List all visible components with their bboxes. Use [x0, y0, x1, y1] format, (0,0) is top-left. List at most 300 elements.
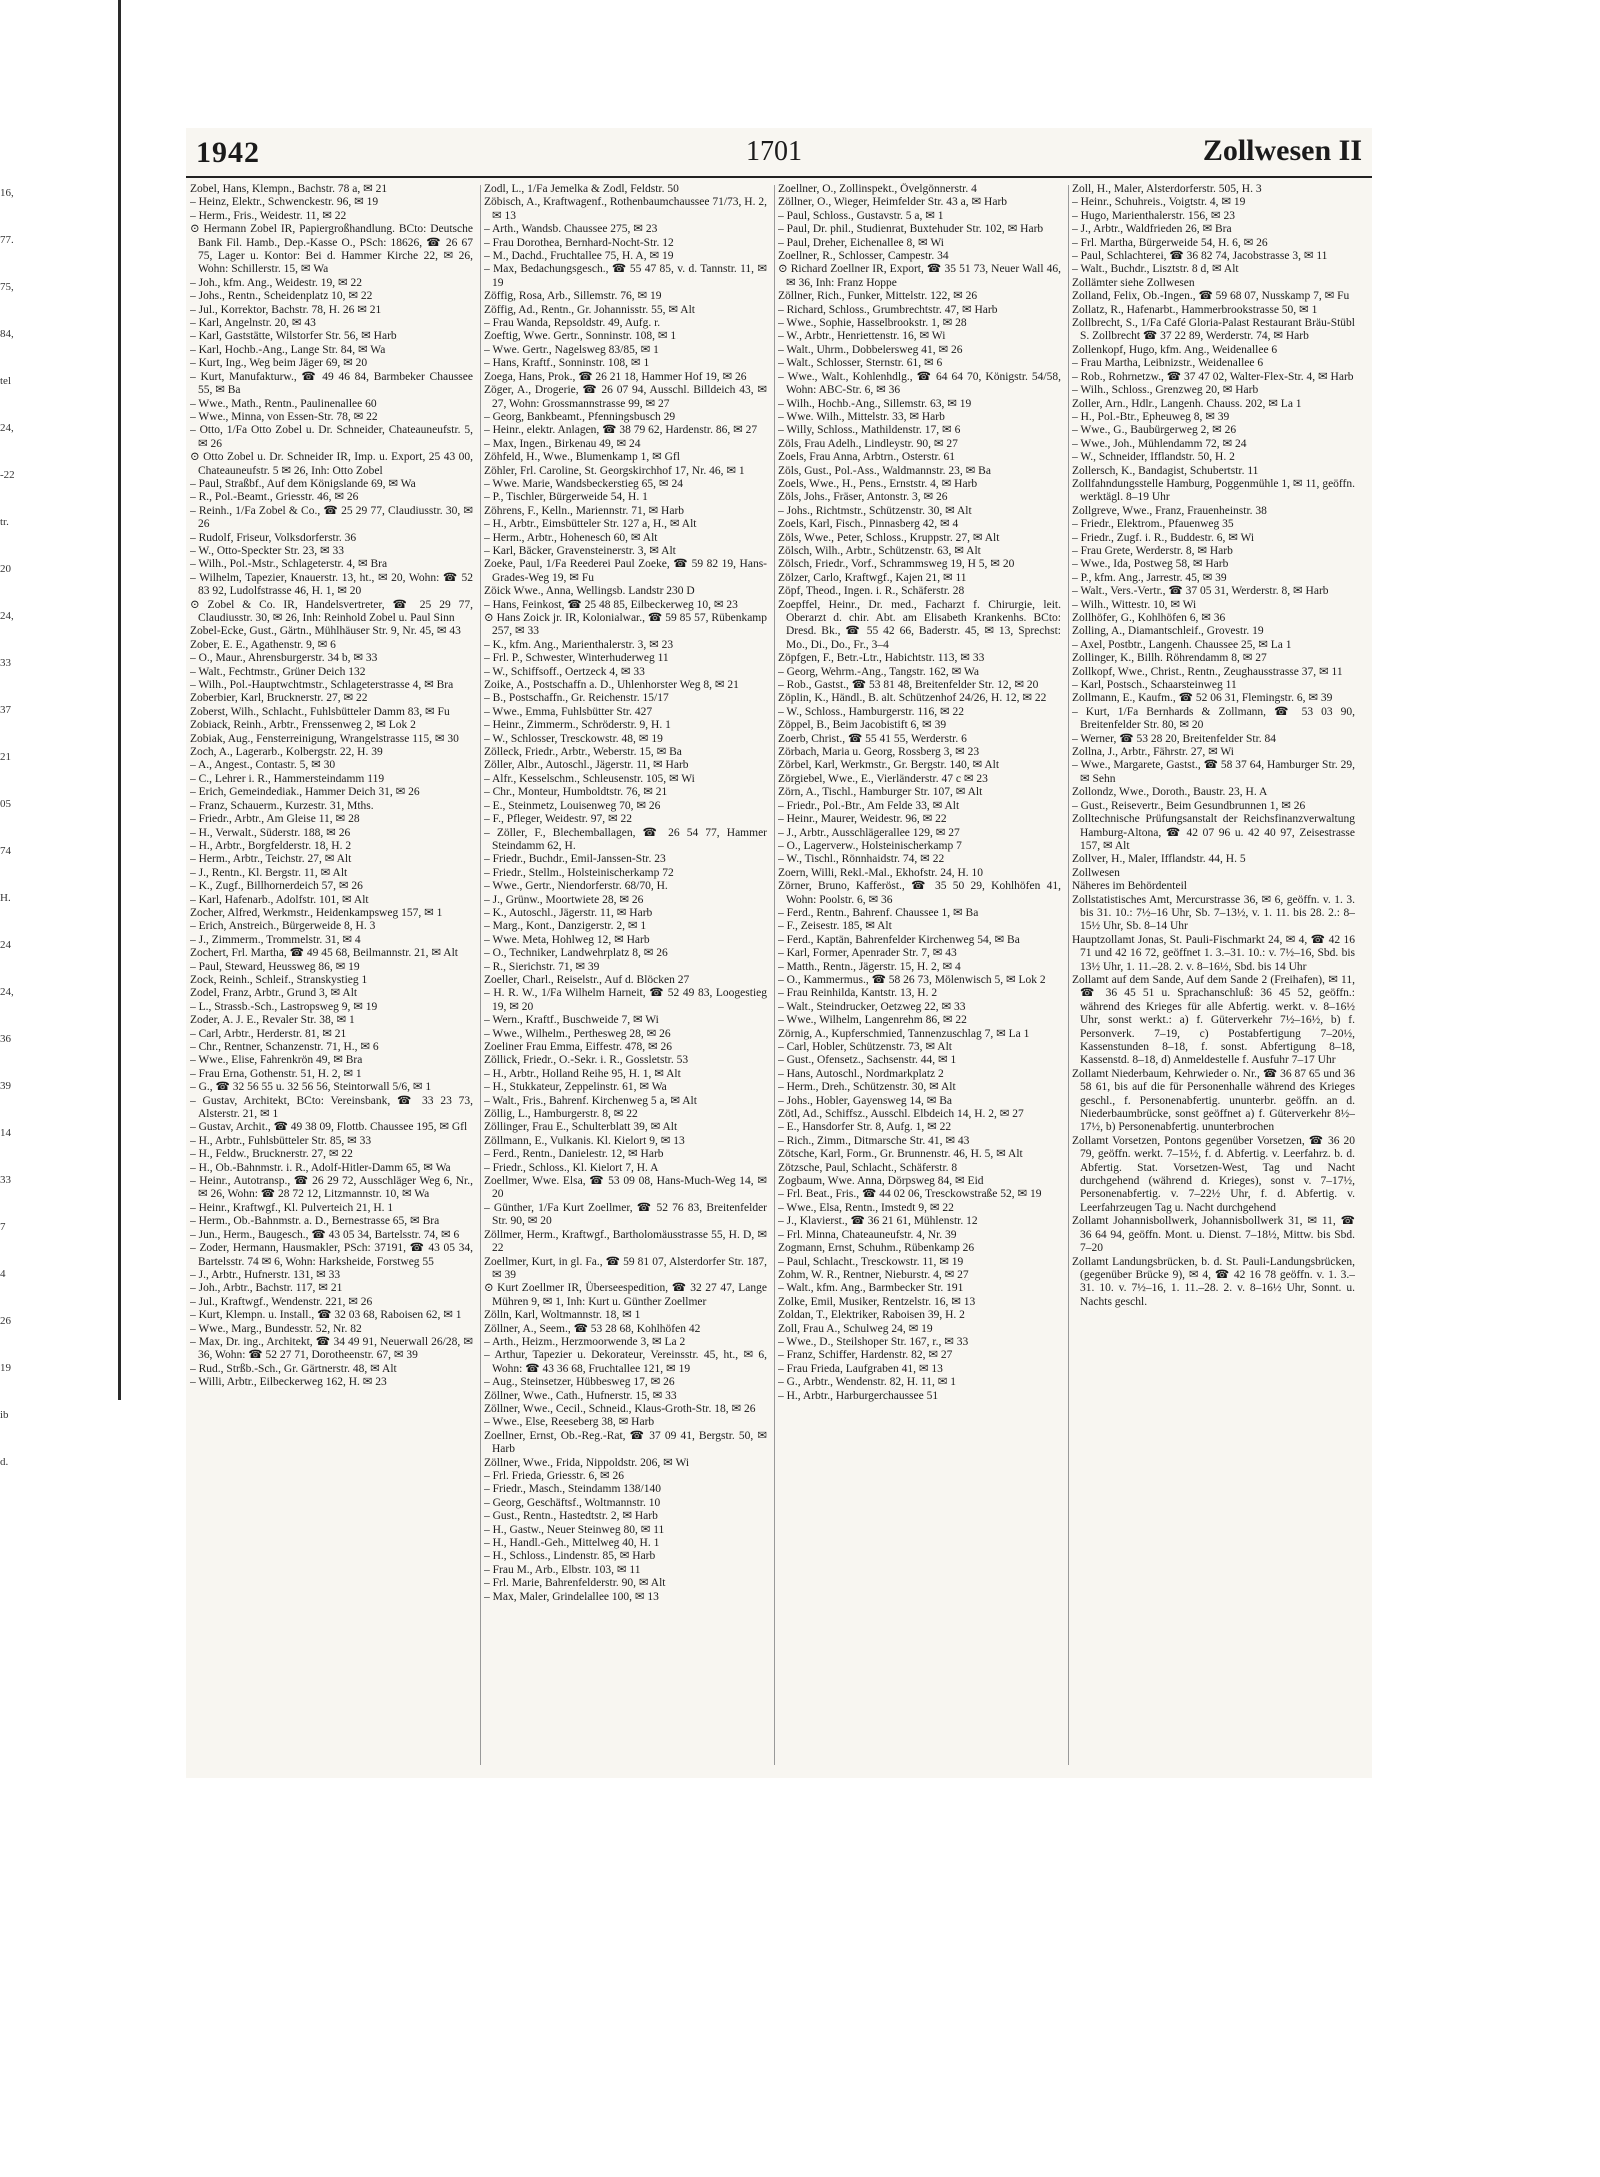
- adjacent-page-fragment: 05: [0, 798, 11, 810]
- directory-entry: – Wwe., Joh., Mühlendamm 72, ✉ 24: [1072, 437, 1247, 450]
- directory-entry: Zöllner, Rich., Funker, Mittelstr. 122, ✉ 26: [778, 290, 978, 303]
- directory-entry: – Frau Martha, Leibnizstr., Weidenallee 6: [1072, 357, 1264, 370]
- directory-entry: – Arthur, Tapezier u. Dekorateur, Vereinsstr. 45, ht., ✉ 6, Wohn: ☎ 43 36 68, Fruchtallee 121, ✉ 19: [484, 1349, 767, 1375]
- directory-entry: Zoller, Arn., Hdlr., Langenh. Chauss. 202, ✉ La 1: [1072, 397, 1302, 410]
- header-year: 1942: [196, 136, 260, 169]
- directory-entry: – H., Schloss., Lindenstr. 85, ✉ Harb: [484, 1550, 656, 1563]
- directory-entry: – Johs., Hobler, Gayensweg 14, ✉ Ba: [778, 1094, 952, 1107]
- directory-entry: Zoder, A. J. E., Revaler Str. 38, ✉ 1: [190, 1014, 355, 1027]
- directory-entry: – Hans, Kraftf., Sonninstr. 108, ✉ 1: [484, 357, 650, 370]
- directory-entry: – E., Hansdorfer Str. 8, Aufg. 1, ✉ 22: [778, 1121, 952, 1134]
- directory-entry: – Walt., Schlosser, Sternstr. 61, ✉ 6: [778, 357, 943, 370]
- directory-entry: – Matth., Rentn., Jägerstr. 15, H. 2, ✉ 4: [778, 960, 961, 973]
- adjacent-page-fragment: 14: [0, 1127, 11, 1139]
- directory-entry: Zöpf, Theod., Ingen. i. R., Schäferstr. 28: [778, 585, 965, 598]
- directory-entry: Zollatz, R., Hafenarbt., Hammerbrookstrasse 50, ✉ 1: [1072, 303, 1318, 316]
- directory-entry: – Wwe. Meta, Hohlweg 12, ✉ Harb: [484, 933, 650, 946]
- directory-entry: Zöffig, Ad., Rentn., Gr. Johannisstr. 55, ✉ Alt: [484, 303, 695, 316]
- directory-entry: Zollbrecht, S., 1/Fa Café Gloria-Palast Restaurant Bräu-Stübl S. Zollbrecht ☎ 37 22 89, Werderstr. 74, ✉ Harb: [1072, 317, 1355, 343]
- directory-entry: – Kurt, 1/Fa Bernhards & Zollmann, ☎ 53 03 90, Breitenfelder Str. 80, ✉ 20: [1072, 705, 1355, 732]
- directory-entry: – J., Rentn., Kl. Bergstr. 11, ✉ Alt: [190, 866, 348, 879]
- adjacent-page-edge: [0, 0, 121, 1468]
- directory-entry: – H., Pol.-Btr., Epheuweg 8, ✉ 39: [1072, 410, 1230, 423]
- directory-entry: – Paul, Straßbf., Auf dem Königslande 69, ✉ Wa: [190, 477, 416, 490]
- adjacent-page-fragment: 33: [0, 1174, 11, 1186]
- directory-entry: Zöffig, Rosa, Arb., Sillemstr. 76, ✉ 19: [484, 290, 662, 303]
- directory-entry: – Günther, 1/Fa Kurt Zoellmer, ☎ 52 76 83, Breitenfelder Str. 90, ✉ 20: [484, 1201, 767, 1228]
- directory-entry: Zobiak, Aug., Fensterreinigung, Wrangelstrasse 115, ✉ 30: [190, 732, 459, 745]
- directory-entry: – J., Arbtr., Hufnerstr. 131, ✉ 33: [190, 1268, 341, 1281]
- directory-entry: Zoellner, Ernst, Ob.-Reg.-Rat, ☎ 37 09 41, Bergstr. 50, ✉ Harb: [484, 1429, 767, 1456]
- directory-entry: – Paul, Dr. phil., Studienrat, Buxtehuder Str. 102, ✉ Harb: [778, 223, 1044, 236]
- adjacent-page-fragment: -22: [0, 469, 15, 481]
- directory-entry: – Wwe., G., Baubürgerweg 2, ✉ 26: [1072, 424, 1237, 437]
- directory-entry: Zöls, Frau Adelh., Lindleystr. 90, ✉ 27: [778, 437, 958, 450]
- directory-entry: – R., Sierichstr. 71, ✉ 39: [484, 960, 600, 973]
- directory-entry: Näheres im Behördenteil: [1072, 880, 1187, 893]
- directory-entry: – Wwe., Elise, Fahrenkrön 49, ✉ Bra: [190, 1054, 363, 1067]
- directory-entry: Zodl, L., 1/Fa Jemelka & Zodl, Feldstr. 50: [484, 183, 679, 195]
- directory-entry: Zöllner, O., Wieger, Heimfelder Str. 43 a, ✉ Harb: [778, 196, 1008, 209]
- directory-entry: Zötsche, Karl, Form., Gr. Brunnenstr. 46, H. 5, ✉ Alt: [778, 1148, 1023, 1161]
- directory-entry: – Wwe., Else, Reeseberg 38, ✉ Harb: [484, 1416, 655, 1429]
- directory-entry: Zodel, Franz, Arbtr., Grund 3, ✉ Alt: [190, 987, 358, 1000]
- directory-entry: – W., Schloss., Hamburgerstr. 116, ✉ 22: [778, 705, 964, 718]
- directory-entry: Zoellmer, Kurt, in gl. Fa., ☎ 59 81 07, Alsterdorfer Str. 187, ✉ 39: [484, 1255, 767, 1281]
- directory-entry: – Wwe. Marie, Wandsbeckerstieg 65, ✉ 24: [484, 477, 683, 490]
- directory-entry: – Karl, Bäcker, Gravensteinerstr. 3, ✉ Alt: [484, 544, 676, 557]
- directory-entry: Zöick Wwe., Anna, Wellingsb. Landstr 230 D: [484, 585, 695, 598]
- adjacent-page-fragment: 4: [0, 1268, 6, 1280]
- directory-entry: – Wilh., Pol.-Mstr., Schlageterstr. 4, ✉ Bra: [190, 558, 388, 571]
- directory-entry: – Rob., Gastst., ☎ 53 81 48, Breitenfelder Str. 12, ✉ 20: [778, 679, 1039, 692]
- directory-entry: Zohm, W. R., Rentner, Nieburstr. 4, ✉ 27: [778, 1268, 969, 1281]
- directory-entry: Zollamt Niederbaum, Kehrwieder o. Nr., ☎ 36 87 65 und 36 58 61, bis auf die für Personenhalle während des Krieges geschl., f. Personenabfertig. ununterbr. geöffn. an d. Niederbaumbrücke, sonst geöffnet a) f. Güterverkehr 8½–17½, b) Personenabfertig. ununterbrochen: [1072, 1067, 1355, 1134]
- directory-entry: Zoike, A., Postschaffn a. D., Uhlenhorster Weg 8, ✉ 21: [484, 679, 739, 692]
- directory-entry: – Wwe., Minna, von Essen-Str. 78, ✉ 22: [190, 410, 378, 423]
- directory-entry: Hauptzollamt Jonas, St. Pauli-Fischmarkt 24, ✉ 4, ☎ 42 16 71 und 42 16 72, geöffnet 1. 3.–31. 10.: v. 7½–16, Sbd. bis 13½ Uhr, 1. 11.–28. 2. v. 8–16½, Sbd. bis 14 Uhr: [1072, 933, 1355, 973]
- directory-entry: Zötl, Ad., Schiffsz., Ausschl. Elbdeich 14, H. 2, ✉ 27: [778, 1108, 1024, 1121]
- directory-entry: Zollhöfer, G., Kohlhöfen 6, ✉ 36: [1072, 612, 1226, 624]
- directory-entry: – Johs., Rentn., Scheidenplatz 10, ✉ 22: [190, 290, 373, 303]
- directory-entry: – Gustav, Architekt, BCto: Vereinsbank, ☎ 33 23 73, Alsterstr. 21, ✉ 1: [190, 1094, 473, 1121]
- directory-entry: – Rich., Zimm., Ditmarsche Str. 41, ✉ 43: [778, 1134, 970, 1147]
- page-header: [186, 128, 1372, 176]
- directory-entry: – O., Kammermus., ☎ 58 26 73, Mölenwisch 5, ✉ Lok 2: [778, 973, 1046, 986]
- directory-entry: – Paul, Schloss., Gustavstr. 5 a, ✉ 1: [778, 209, 944, 222]
- directory-entry: – Frl. Frieda, Griesstr. 6, ✉ 26: [484, 1470, 624, 1482]
- directory-entry: Zocher, Alfred, Werkmstr., Heidenkampsweg 157, ✉ 1: [190, 906, 443, 919]
- directory-entry: – Wwe., D., Steilshoper Str. 167, r., ✉ 33: [778, 1335, 969, 1348]
- directory-entry: – Erich, Gemeindediak., Hammer Deich 31, ✉ 26: [190, 786, 420, 799]
- directory-entry: – Walt., Buchdr., Lisztstr. 8 d, ✉ Alt: [1072, 263, 1239, 276]
- directory-entry: – Georg, Bankbeamt., Pfenningsbusch 29: [484, 410, 676, 423]
- directory-entry: – Herm., Dreh., Schützenstr. 30, ✉ Alt: [778, 1081, 956, 1094]
- directory-entry: Zollmann, E., Kaufm., ☎ 52 06 31, Flemingstr. 6, ✉ 39: [1072, 692, 1333, 705]
- directory-entry: – K., kfm. Ang., Marienthalerstr. 3, ✉ 23: [484, 638, 674, 651]
- directory-entry: – Wilh., Schloss., Grenzweg 20, ✉ Harb: [1072, 384, 1259, 397]
- directory-entry: Zörgiebel, Wwe., E., Vierländerstr. 47 c ✉ 23: [778, 772, 988, 785]
- directory-entry: Zoeftig, Wwe. Gertr., Sonninstr. 108, ✉ 1: [484, 330, 677, 343]
- directory-entry: Zöls, Gust., Pol.-Ass., Waldmannstr. 23, ✉ Ba: [778, 464, 991, 477]
- directory-entry: – O., Maur., Ahrensburgerstr. 34 b, ✉ 33: [190, 652, 378, 665]
- directory-entry: – Wilh., Wittestr. 10, ✉ Wi: [1072, 598, 1197, 611]
- header-page-number: 1701: [746, 136, 802, 167]
- directory-entry: – Johs., Richtmstr., Schützenstr. 30, ✉ Alt: [778, 504, 972, 517]
- header-section: Zollwesen II: [1202, 134, 1362, 167]
- adjacent-page-fragment: 24,: [0, 986, 14, 998]
- directory-entry: Zollamt auf dem Sande, Auf dem Sande 2 (Freihafen), ✉ 11, ☎ 36 45 51 u. Sprachanschluß: 36 45 52, geöffn.: während des Krieges für alle Abfertig. werkt. v. 8–16½ Uhr, sonst werkt.: a) f. Güterverkehr 7½–16½, b) f. Personverk. 7–19, c) Postabfertigung 7–20½, Kassenstunden 8–18, f. sonst. Abfertigung 8–18, Kassenstd. 8–18, d) Anmeldestelle f. Ausfuhr 7–17 Uhr: [1072, 973, 1355, 1067]
- directory-entry: Zoellmer, Wwe. Elsa, ☎ 53 09 08, Hans-Much-Weg 14, ✉ 20: [484, 1175, 767, 1201]
- directory-entry: – Herm., Arbtr., Teichstr. 27, ✉ Alt: [190, 853, 352, 866]
- directory-entry: Zoega, Hans, Prok., ☎ 26 21 18, Hammer Hof 19, ✉ 26: [484, 370, 747, 383]
- adjacent-page-fragment: ib: [0, 1409, 9, 1421]
- directory-entry: Zolke, Emil, Musiker, Rentzelstr. 16, ✉ 13: [778, 1295, 976, 1308]
- directory-entry: Zölleck, Friedr., Arbtr., Weberstr. 15, ✉ Ba: [484, 746, 682, 759]
- directory-entry: – Friedr., Elektrom., Pfauenweg 35: [1072, 518, 1234, 531]
- directory-entry: – Kurt, Manufakturw., ☎ 49 46 84, Barmbeker Chaussee 55, ✉ Ba: [190, 370, 473, 397]
- directory-entry: – Wwe. Gertr., Nagelsweg 83/85, ✉ 1: [484, 343, 659, 356]
- directory-entry: – Erich, Anstreich., Bürgerweide 8, H. 3: [190, 920, 376, 933]
- directory-entry: Zolling, A., Diamantschleif., Grovestr. 19: [1072, 625, 1264, 638]
- directory-entry: Zöllner, Wwe., Cath., Hufnerstr. 15, ✉ 33: [484, 1389, 677, 1402]
- directory-entry: – Frl. Beat., Fris., ☎ 44 02 06, Tresckowstraße 52, ✉ 19: [778, 1188, 1042, 1201]
- directory-entry: – Zoder, Hermann, Hausmakler, PSch: 37191, ☎ 43 05 34, Bartelsstr. 74 ✉ 6, Wohn: Harksheide, Forstweg 55: [190, 1242, 473, 1268]
- directory-entry: Zollgreve, Wwe., Franz, Frauenheinstr. 38: [1072, 504, 1267, 517]
- directory-entry: – Franz, Schiffer, Hardenstr. 82, ✉ 27: [778, 1349, 953, 1362]
- directory-entry: – Hans, Feinkost, ☎ 25 48 85, Eilbeckerweg 10, ✉ 23: [484, 598, 738, 611]
- adjacent-page-fragment: 20: [0, 563, 11, 575]
- directory-entry: Zölsch, Wilh., Arbtr., Schützenstr. 63, ✉ Alt: [778, 544, 981, 557]
- adjacent-page-fragment: 37: [0, 704, 11, 716]
- column-divider: [1068, 185, 1069, 1765]
- directory-entry: Zollondz, Wwe., Doroth., Baustr. 23, H. A: [1072, 786, 1268, 799]
- directory-entry: – Walt., kfm. Ang., Barmbecker Str. 191: [778, 1282, 964, 1295]
- directory-entry: – Ferd., Rentn., Danielestr. 12, ✉ Harb: [484, 1148, 664, 1161]
- directory-entry: – Chr., Rentner, Schanzenstr. 71, H., ✉ 6: [190, 1041, 379, 1053]
- directory-entry: – Joh., kfm. Ang., Weidestr. 19, ✉ 22: [190, 276, 363, 289]
- directory-entry: – H., Arbtr., Holland Reihe 95, H. 1, ✉ Alt: [484, 1067, 681, 1080]
- directory-entry: – W., Otto-Speckter Str. 23, ✉ 33: [190, 544, 345, 557]
- directory-entry: Zörn, A., Tischl., Hamburger Str. 107, ✉ Alt: [778, 786, 983, 799]
- directory-entry: – Karl, Hafenarb., Adolfstr. 101, ✉ Alt: [190, 893, 369, 906]
- directory-entry: – H., Verwalt., Süderstr. 188, ✉ 26: [190, 826, 351, 839]
- directory-entry: Zober, E. E., Agathenstr. 9, ✉ 6: [190, 638, 336, 651]
- adjacent-page-fragment: H.: [0, 892, 11, 904]
- directory-entry: – Karl, Former, Apenrader Str. 7, ✉ 43: [778, 947, 957, 960]
- adjacent-page-fragment: 75,: [0, 281, 14, 293]
- directory-entry: – Georg, Wehrm.-Ang., Tangstr. 162, ✉ Wa: [778, 665, 979, 678]
- header-rule: [186, 176, 1372, 178]
- directory-entry: Zöllig, L., Hamburgerstr. 8, ✉ 22: [484, 1108, 638, 1121]
- directory-entry: – Carl, Hobler, Schützenstr. 73, ✉ Alt: [778, 1041, 952, 1053]
- directory-entry: Zoberst, Wilh., Schlacht., Fuhlsbütteler Damm 83, ✉ Fu: [190, 705, 450, 718]
- directory-entry: – Jul., Kraftwgf., Wendenstr. 221, ✉ 26: [190, 1295, 373, 1308]
- directory-entry: – K., Autoschl., Jägerstr. 11, ✉ Harb: [484, 906, 653, 919]
- adjacent-page-fragment: 84,: [0, 328, 14, 340]
- directory-entry: Zöhler, Frl. Caroline, St. Georgskirchhof 17, Nr. 46, ✉ 1: [484, 464, 745, 477]
- directory-entry: – Hugo, Marienthalerstr. 156, ✉ 23: [1072, 209, 1235, 222]
- directory-entry: – Friedr., Buchdr., Emil-Janssen-Str. 23: [484, 853, 666, 866]
- directory-entry: – H. R. W., 1/Fa Wilhelm Harneit, ☎ 52 49 83, Loogestieg 19, ✉ 20: [484, 987, 767, 1013]
- directory-entry: – Otto, 1/Fa Otto Zobel u. Dr. Schneider, Chateauneufstr. 5, ✉ 26: [190, 424, 473, 450]
- directory-entry: – K., Zugf., Billhornerdeich 57, ✉ 26: [190, 880, 363, 893]
- directory-entry: – Gust., Rentn., Hastedtstr. 2, ✉ Harb: [484, 1510, 658, 1523]
- directory-entry: – Frl. Martha, Bürgerweide 54, H. 6, ✉ 26: [1072, 236, 1268, 249]
- directory-entry: – Wwe., Elsa, Rentn., Imstedt 9, ✉ 22: [778, 1201, 954, 1214]
- directory-entry: Zöllinger, Frau E., Schulterblatt 39, ✉ Alt: [484, 1121, 678, 1134]
- directory-entry: – Wwe., Sophie, Hasselbrookstr. 1, ✉ 28: [778, 317, 967, 330]
- directory-entry: – Wwe., Wilhelm, Langenrehm 86, ✉ 22: [778, 1014, 967, 1027]
- directory-entry: Zollämter siehe Zollwesen: [1072, 276, 1195, 289]
- directory-entry: Zoeliner Frau Emma, Eiffestr. 478, ✉ 26: [484, 1041, 672, 1053]
- directory-entry: Zollfahndungsstelle Hamburg, Poggenmühle 1, ✉ 11, geöffn. werktägl. 8–19 Uhr: [1072, 477, 1355, 504]
- directory-entry: Zöbisch, A., Kraftwagenf., Rothenbaumchaussee 71/73, H. 2, ✉ 13: [484, 196, 767, 222]
- directory-entry: – Marg., Kont., Danzigerstr. 2, ✉ 1: [484, 920, 647, 933]
- adjacent-page-fragment: 36: [0, 1033, 11, 1045]
- directory-entry: Zölsch, Friedr., Vorf., Schrammsweg 19, H 5, ✉ 20: [778, 558, 1015, 571]
- directory-entry: Zobel-Ecke, Gust., Gärtn., Mühlhäuser Str. 9, Nr. 45, ✉ 43: [190, 625, 461, 638]
- directory-entry: – Walt., Vers.-Vertr., ☎ 37 05 31, Werderstr. 8, ✉ Harb: [1072, 585, 1329, 598]
- directory-entry: Zollamt Landungsbrücken, b. d. St. Pauli-Landungsbrücken, (gegenüber Brücke 9), ✉ 4, ☎ 42 16 78 geöffn. v. 1. 3.–31. 10. v. 7½–16, 1. 11.–28. 2. v. 8–16½ Uhr, Sonnt. u. Nachts geschl.: [1072, 1255, 1355, 1308]
- directory-entry: Zoll, Frau A., Schulweg 24, ✉ 19: [778, 1322, 933, 1335]
- directory-entry: – Herm., Fris., Weidestr. 11, ✉ 22: [190, 209, 347, 222]
- directory-entry: – P., Tischler, Bürgerweide 54, H. 1: [484, 491, 648, 504]
- directory-entry: ⊙ Kurt Zoellmer IR, Überseespedition, ☎ 32 27 47, Lange Mühren 9, ✉ 1, Inh: Kurt u. Günther Zoellmer: [484, 1282, 767, 1308]
- directory-entry: Zobiack, Reinh., Arbtr., Frenssenweg 2, ✉ Lok 2: [190, 719, 416, 732]
- directory-entry: – Friedr., Stellm., Holsteinischerkamp 72: [484, 866, 674, 879]
- directory-entry: – Richard, Schloss., Grumbrechtstr. 47, ✉ Harb: [778, 303, 998, 316]
- directory-entry: – H., Arbtr., Borgfelderstr. 18, H. 2: [190, 839, 352, 852]
- directory-entry: – H., Handl.-Geh., Mittelweg 40, H. 1: [484, 1537, 660, 1550]
- directory-entry: ⊙ Hans Zoick jr. IR, Kolonialwar., ☎ 59 85 57, Rübenkamp 257, ✉ 33: [484, 612, 767, 638]
- directory-entry: – Rudolf, Friseur, Volksdorferstr. 36: [190, 531, 357, 544]
- directory-entry: ⊙ Zobel & Co. IR, Handelsvertreter, ☎ 25 29 77, Claudiusstr. 30, ✉ 26, Inh: Reinhold Zobel u. Paul Sinn: [190, 598, 473, 624]
- directory-entry: Zollna, J., Arbtr., Fährstr. 27, ✉ Wi: [1072, 746, 1234, 759]
- directory-entry: – Friedr., Pol.-Btr., Am Felde 33, ✉ Alt: [778, 799, 960, 812]
- directory-entry: Zoellner, R., Schlosser, Campestr. 34: [778, 250, 949, 263]
- adjacent-page-fragment: tel: [0, 375, 11, 387]
- directory-entry: Zolland, Felix, Ob.-Ingen., ☎ 59 68 07, Nusskamp 7, ✉ Fu: [1072, 290, 1350, 303]
- directory-entry: – Wilh., Hochb.-Ang., Sillemstr. 63, ✉ 19: [778, 397, 972, 410]
- directory-entry: – Wwe., Walt., Kohlenhdlg., ☎ 64 64 70, Königstr. 54/58, Wohn: ABC-Str. 6, ✉ 36: [778, 370, 1061, 397]
- column-1: [190, 183, 473, 1763]
- directory-entry: ⊙ Hermann Zobel IR, Papiergroßhandlung. BCto: Deutsche Bank Fil. Hamb., Dep.-Kasse O., PSch: 18626, ☎ 26 67 75, Lager u. Kontor: Bei d. Hammer Kirche 22, ✉ 26, Wohn: Schillerstr. 15, ✉ Wa: [190, 223, 473, 276]
- directory-entry: – Kurt, Klempn. u. Install., ☎ 32 03 68, Raboisen 62, ✉ 1: [190, 1309, 462, 1322]
- directory-entry: – Karl, Hochb.-Ang., Lange Str. 84, ✉ Wa: [190, 343, 386, 356]
- column-3: [778, 183, 1061, 1763]
- directory-entry: Zoepffel, Heinr., Dr. med., Facharzt f. Chirurgie, leit. Oberarzt d. chir. Abt. am Elisabeth Krankenhs. BCto: Dresd. Bk., ☎ 55 42 66, Baderstr. 45, ✉ 13, Sprechst: Mo., Di., Do., Fr., 3–4: [778, 598, 1061, 651]
- directory-entry: Zolltechnische Prüfungsanstalt der Reichsfinanzverwaltung Hamburg-Altona, ☎ 42 07 96 u. 42 40 97, Zeisestrasse 157, ✉ Alt: [1072, 813, 1355, 852]
- directory-entry: – Friedr., Schloss., Kl. Kielort 7, H. A: [484, 1161, 659, 1174]
- adjacent-page-fragment: 77.: [0, 234, 14, 246]
- directory-entry: Zöller, Albr., Autoschl., Jägerstr. 11, ✉ Harb: [484, 759, 689, 772]
- directory-entry: – J., Klavierst., ☎ 36 21 61, Mühlenstr. 12: [778, 1215, 978, 1228]
- directory-entry: – B., Postschaffn., Gr. Reichenstr. 15/17: [484, 692, 669, 705]
- adjacent-page-fragment: 16,: [0, 187, 14, 199]
- adjacent-page-fragment: 74: [0, 845, 11, 857]
- directory-entry: – Walt., Uhrm., Dobbelersweg 41, ✉ 26: [778, 343, 963, 356]
- directory-entry: Zogmann, Ernst, Schuhm., Rübenkamp 26: [778, 1242, 975, 1255]
- directory-entry: – Frau Dorothea, Bernhard-Nocht-Str. 12: [484, 236, 674, 249]
- directory-entry: – Walt., Fechtmstr., Grüner Deich 132: [190, 665, 366, 678]
- directory-entry: – Paul, Schlachterei, ☎ 36 82 74, Jacobstrasse 3, ✉ 11: [1072, 250, 1328, 263]
- directory-entry: – W., Tischl., Rönnhaidstr. 74, ✉ 22: [778, 853, 945, 866]
- directory-entry: – M., Dachd., Fruchtallee 75, H. A, ✉ 19: [484, 250, 674, 263]
- directory-entry: – Heinz, Elektr., Schwenckestr. 96, ✉ 19: [190, 196, 379, 209]
- directory-entry: – Heinr., Kraftwgf., Kl. Pulverteich 21, H. 1: [190, 1201, 394, 1214]
- directory-entry: – Friedr., Zugf. i. R., Buddestr. 6, ✉ Wi: [1072, 531, 1255, 544]
- directory-entry: Zöls, Johs., Fräser, Antonstr. 3, ✉ 26: [778, 491, 948, 504]
- directory-entry: – P., kfm. Ang., Jarrestr. 45, ✉ 39: [1072, 571, 1227, 584]
- directory-entry: – E., Steinmetz, Louisenweg 70, ✉ 26: [484, 799, 661, 812]
- directory-entry: – H., Stukkateur, Zeppelinstr. 61, ✉ Wa: [484, 1081, 667, 1094]
- directory-entry: – Axel, Postbtr., Langenh. Chaussee 25, ✉ La 1: [1072, 638, 1292, 651]
- column-divider: [774, 185, 775, 1765]
- directory-entry: – Friedr., Arbtr., Am Gleise 11, ✉ 28: [190, 813, 360, 826]
- adjacent-page-fragment: 24,: [0, 422, 14, 434]
- column-2: [484, 183, 767, 1763]
- directory-entry: Zörner, Bruno, Kafferöst., ☎ 35 50 29, Kohlhöfen 41, Wohn: Poolstr. 6, ✉ 36: [778, 880, 1061, 906]
- directory-entry: – Ferd., Kaptän, Bahrenfelder Kirchenweg 54, ✉ Ba: [778, 933, 1020, 946]
- directory-entry: Zölzer, Carlo, Kraftwgf., Kajen 21, ✉ 11: [778, 571, 967, 584]
- directory-entry: ⊙ Otto Zobel u. Dr. Schneider IR, Imp. u. Export, 25 43 00, Chateauneufstr. 5 ✉ 26, Inh: Otto Zobel: [190, 451, 473, 477]
- directory-entry: – Max, Maler, Grindelallee 100, ✉ 13: [484, 1590, 659, 1603]
- directory-entry: – Ferd., Rentn., Bahrenf. Chaussee 1, ✉ Ba: [778, 906, 979, 919]
- directory-entry: – Willy, Schloss., Mathildenstr. 17, ✉ 6: [778, 424, 961, 437]
- directory-entry: – J., Zimmerm., Trommelstr. 31, ✉ 4: [190, 933, 361, 946]
- directory-entry: – Herm., Arbtr., Hohenesch 60, ✉ Alt: [484, 531, 658, 544]
- directory-entry: – Chr., Monteur, Humboldtstr. 76, ✉ 21: [484, 786, 668, 799]
- directory-entry: – Wwe., Gertr., Niendorferstr. 68/70, H.: [484, 880, 668, 893]
- directory-entry: – Paul, Steward, Heussweg 86, ✉ 19: [190, 960, 360, 973]
- directory-entry: – Kurt, Ing., Weg beim Jäger 69, ✉ 20: [190, 357, 368, 370]
- directory-entry: Zörnig, A., Kupferschmied, Tannenzuschlag 7, ✉ La 1: [778, 1027, 1030, 1040]
- directory-entry: Zollwesen: [1072, 866, 1120, 879]
- directory-entry: Zölln, Karl, Woltmannstr. 18, ✉ 1: [484, 1309, 641, 1322]
- directory-entry: – O., Techniker, Landwehrplatz 8, ✉ 26: [484, 947, 668, 960]
- directory-entry: Zollersch, K., Bandagist, Schubertstr. 11: [1072, 464, 1259, 477]
- directory-entry: Zöhrens, F., Kelln., Mariennstr. 71, ✉ Harb: [484, 504, 685, 517]
- directory-entry: Zoberbier, Karl, Brucknerstr. 27, ✉ 22: [190, 692, 368, 705]
- directory-entry: – W., Schneider, Ifflandstr. 50, H. 2: [1072, 451, 1235, 464]
- directory-entry: Zöllmann, E., Vulkanis. Kl. Kielort 9, ✉ 13: [484, 1134, 685, 1147]
- directory-entry: – Zöller, F., Blechemballagen, ☎ 26 54 77, Hammer Steindamm 62, H.: [484, 826, 767, 852]
- directory-entry: – Karl, Angelnstr. 20, ✉ 43: [190, 317, 316, 330]
- directory-entry: Zollenkopf, Hugo, kfm. Ang., Weidenallee 6: [1072, 343, 1278, 356]
- directory-entry: – Wwe., Wilhelm., Perthesweg 28, ✉ 26: [484, 1027, 671, 1040]
- adjacent-page-fragment: 7: [0, 1221, 6, 1233]
- directory-entry: – Frau M., Arb., Elbstr. 103, ✉ 11: [484, 1563, 641, 1576]
- directory-entry: – Aug., Steinsetzer, Hübbesweg 17, ✉ 26: [484, 1376, 675, 1389]
- directory-entry: – Karl, Postsch., Schaarsteinweg 11: [1072, 679, 1237, 692]
- adjacent-page-fragment: 19: [0, 1362, 11, 1374]
- directory-entry: Zöls, Wwe., Peter, Schloss., Kruppstr. 27, ✉ Alt: [778, 531, 1000, 544]
- directory-entry: Zöllick, Friedr., O.-Sekr. i. R., Gossletstr. 53: [484, 1054, 689, 1067]
- directory-entry: – Gust., Reisevertr., Beim Gesundbrunnen 1, ✉ 26: [1072, 799, 1306, 812]
- directory-entry: Zoellner, O., Zollinspekt., Övelgönnerstr. 4: [778, 183, 977, 195]
- directory-entry: Zöhfeld, H., Wwe., Blumenkamp 1, ✉ Gfl: [484, 451, 680, 464]
- directory-entry: – H., Feldw., Brucknerstr. 27, ✉ 22: [190, 1148, 353, 1161]
- directory-entry: – Max, Ingen., Birkenau 49, ✉ 24: [484, 437, 641, 450]
- directory-entry: – Gust., Ofensetz., Sachsenstr. 44, ✉ 1: [778, 1054, 957, 1067]
- directory-entry: – Frl. Minna, Chateauneufstr. 4, Nr. 39: [778, 1228, 957, 1241]
- directory-entry: – W., Schlosser, Tresckowstr. 48, ✉ 19: [484, 732, 663, 745]
- directory-entry: – Frl. Marie, Bahrenfelderstr. 90, ✉ Alt: [484, 1577, 666, 1590]
- directory-entry: – Reinh., 1/Fa Zobel & Co., ☎ 25 29 77, Claudiusstr. 30, ✉ 26: [190, 504, 473, 531]
- directory-entry: Zöllmer, Herm., Kraftwgf., Bartholomäusstrasse 55, H. D, ✉ 22: [484, 1228, 767, 1255]
- directory-entry: Zöger, A., Drogerie, ☎ 26 07 94, Ausschl. Billdeich 43, ✉ 27, Wohn: Grossmannstrasse 99, ✉ 27: [484, 384, 767, 410]
- adjacent-page-fragment: 24: [0, 939, 11, 951]
- directory-entry: Zoerb, Christ., ☎ 55 41 55, Werderstr. 6: [778, 732, 967, 745]
- directory-entry: – W., Schiffsoff., Oertzeck 4, ✉ 33: [484, 665, 645, 678]
- directory-entry: Zötzsche, Paul, Schlacht., Schäferstr. 8: [778, 1161, 958, 1174]
- directory-entry: – Wwe., Emma, Fuhlsbütter Str. 427: [484, 705, 653, 718]
- directory-entry: – Gustav, Archit., ☎ 49 38 09, Flottb. Chaussee 195, ✉ Gfl: [190, 1121, 468, 1134]
- directory-entry: – H., Gastw., Neuer Steinweg 80, ✉ 11: [484, 1523, 665, 1536]
- directory-entry: Zollamt Vorsetzen, Pontons gegenüber Vorsetzen, ☎ 36 20 79, geöffn. werkt. 7–15½, f. d. Abfertig. v. Leerfahrz. b. d. Abfertig. Stat. Vorsetzen-West, Tag und Nacht durchgehend (während d. Krieges), sonst v. 7–17½, Personenabfertig. v. 7–22½ Uhr, f. d. Abfertig. v. Leerfahrzeugen Tag u. Nacht durchgehend: [1072, 1134, 1355, 1214]
- directory-entry: – F., Pfleger, Weidestr. 97, ✉ 22: [484, 813, 632, 826]
- directory-entry: – Jun., Herm., Baugesch., ☎ 43 05 34, Bartelsstr. 74, ✉ 6: [190, 1228, 460, 1241]
- directory-entry: – H., Arbtr., Harburgerchaussee 51: [778, 1389, 939, 1402]
- directory-entry: Zochert, Frl. Martha, ☎ 49 45 68, Beilmannstr. 21, ✉ Alt: [190, 947, 458, 960]
- directory-entry: Zöllner, Wwe., Frida, Nippoldstr. 206, ✉ Wi: [484, 1456, 690, 1469]
- directory-entry: Zollamt Johannisbollwerk, Johannisbollwerk 31, ✉ 11, ☎ 36 64 94, geöffn. Mont. u. Dienst. 7–18½, Mittw. bis Sbd. 7–20: [1072, 1215, 1355, 1255]
- directory-entry: – Frau Erna, Gothenstr. 51, H. 2, ✉ 1: [190, 1067, 362, 1080]
- directory-entry: – J., Grünw., Moortwiete 28, ✉ 26: [484, 893, 644, 906]
- column-4: [1072, 183, 1355, 1763]
- directory-entry: – Werner, ☎ 53 28 20, Breitenfelder Str. 84: [1072, 732, 1277, 745]
- directory-entry: – W., Arbtr., Henriettenstr. 16, ✉ Wi: [778, 330, 946, 343]
- directory-entry: Zöllner, Wwe., Cecil., Schneid., Klaus-Groth-Str. 18, ✉ 26: [484, 1402, 756, 1415]
- directory-entry: – Wilhelm, Tapezier, Knauerstr. 13, ht., ✉ 20, Wohn: ☎ 52 83 92, Ludolfstrasse 46, H. 1, ✉ 20: [190, 571, 473, 598]
- directory-entry: Zoels, Wwe., H., Pens., Ernststr. 4, ✉ Harb: [778, 477, 978, 490]
- directory-entry: Zock, Reinh., Schleif., Stranskystieg 1: [190, 973, 368, 986]
- directory-entry: – Heinr., Autotransp., ☎ 26 29 72, Ausschläger Weg 6, Nr., ✉ 26, Wohn: ☎ 28 72 12, Litzmannstr. 10, ✉ Wa: [190, 1175, 473, 1201]
- directory-entry: Zollkopf, Wwe., Christ., Rentn., Zeughausstrasse 37, ✉ 11: [1072, 665, 1343, 678]
- directory-entry: – Wwe., Margarete, Gastst., ☎ 58 37 64, Hamburger Str. 29, ✉ Sehn: [1072, 759, 1355, 785]
- directory-entry: – L., Strassb.-Sch., Lastropsweg 9, ✉ 19: [190, 1000, 378, 1013]
- directory-entry: – Rud., Strßb.-Sch., Gr. Gärtnerstr. 48, ✉ Alt: [190, 1362, 397, 1375]
- directory-entry: – Friedr., Masch., Steindamm 138/140: [484, 1483, 661, 1496]
- directory-entry: – Wwe., Ida, Postweg 58, ✉ Harb: [1072, 558, 1229, 571]
- directory-entry: – J., Arbtr., Waldfrieden 26, ✉ Bra: [1072, 223, 1232, 236]
- directory-entry: Zöllner, A., Seem., ☎ 53 28 68, Kohlhöfen 42: [484, 1322, 701, 1335]
- directory-entry: – Herm., Ob.-Bahnmstr. a. D., Bernestrasse 65, ✉ Bra: [190, 1215, 440, 1228]
- directory-entry: Zöpfgen, F., Betr.-Ltr., Habichtstr. 113, ✉ 33: [778, 652, 985, 665]
- directory-entry: – Frau Grete, Werderstr. 8, ✉ Harb: [1072, 544, 1233, 557]
- directory-entry: – Paul, Schlacht., Tresckowstr. 11, ✉ 19: [778, 1255, 964, 1268]
- directory-entry: – Arth., Heizm., Herzmoorwende 3, ✉ La 2: [484, 1335, 686, 1348]
- directory-entry: Zoels, Karl, Fisch., Pinnasberg 42, ✉ 4: [778, 518, 959, 531]
- directory-entry: Zöppel, B., Beim Jacobistift 6, ✉ 39: [778, 719, 947, 732]
- directory-entry: – G., Arbtr., Wendenstr. 82, H. 11, ✉ 1: [778, 1376, 957, 1389]
- directory-entry: – Wwe. Wilh., Mittelstr. 33, ✉ Harb: [778, 410, 945, 423]
- directory-entry: Zollinger, K., Billh. Röhrendamm 8, ✉ 27: [1072, 652, 1267, 665]
- directory-entry: Zogbaum, Wwe. Anna, Dörpsweg 84, ✉ Eid: [778, 1175, 984, 1188]
- adjacent-page-fragment: 24,: [0, 610, 14, 622]
- directory-entry: – C., Lehrer i. R., Hammersteindamm 119: [190, 772, 385, 785]
- directory-entry: Zollstatistisches Amt, Mercurstrasse 36, ✉ 6, geöffn. v. 1. 3. bis 31. 10.: 7½–16 Uhr, Sb. 7–13½, v. 1. 11. bis 28. 2.: 8–15½ Uhr, Sb. 8–14 Uhr: [1072, 893, 1355, 933]
- directory-entry: – Willi, Arbtr., Eilbeckerweg 162, H. ✉ 23: [190, 1376, 387, 1389]
- directory-entry: – Wwe., Marg., Bundesstr. 52, Nr. 82: [190, 1322, 362, 1335]
- adjacent-page-fragment: 21: [0, 751, 11, 763]
- directory-entry: – Heinr., Zimmerm., Schröderstr. 9, H. 1: [484, 719, 671, 732]
- directory-entry: – Arth., Wandsb. Chaussee 275, ✉ 23: [484, 223, 658, 236]
- directory-entry: – Walt., Fris., Bahrenf. Kirchenweg 5 a, ✉ Alt: [484, 1094, 697, 1107]
- adjacent-page-fragment: 33: [0, 657, 11, 669]
- adjacent-page-fragment: d.: [0, 1456, 9, 1468]
